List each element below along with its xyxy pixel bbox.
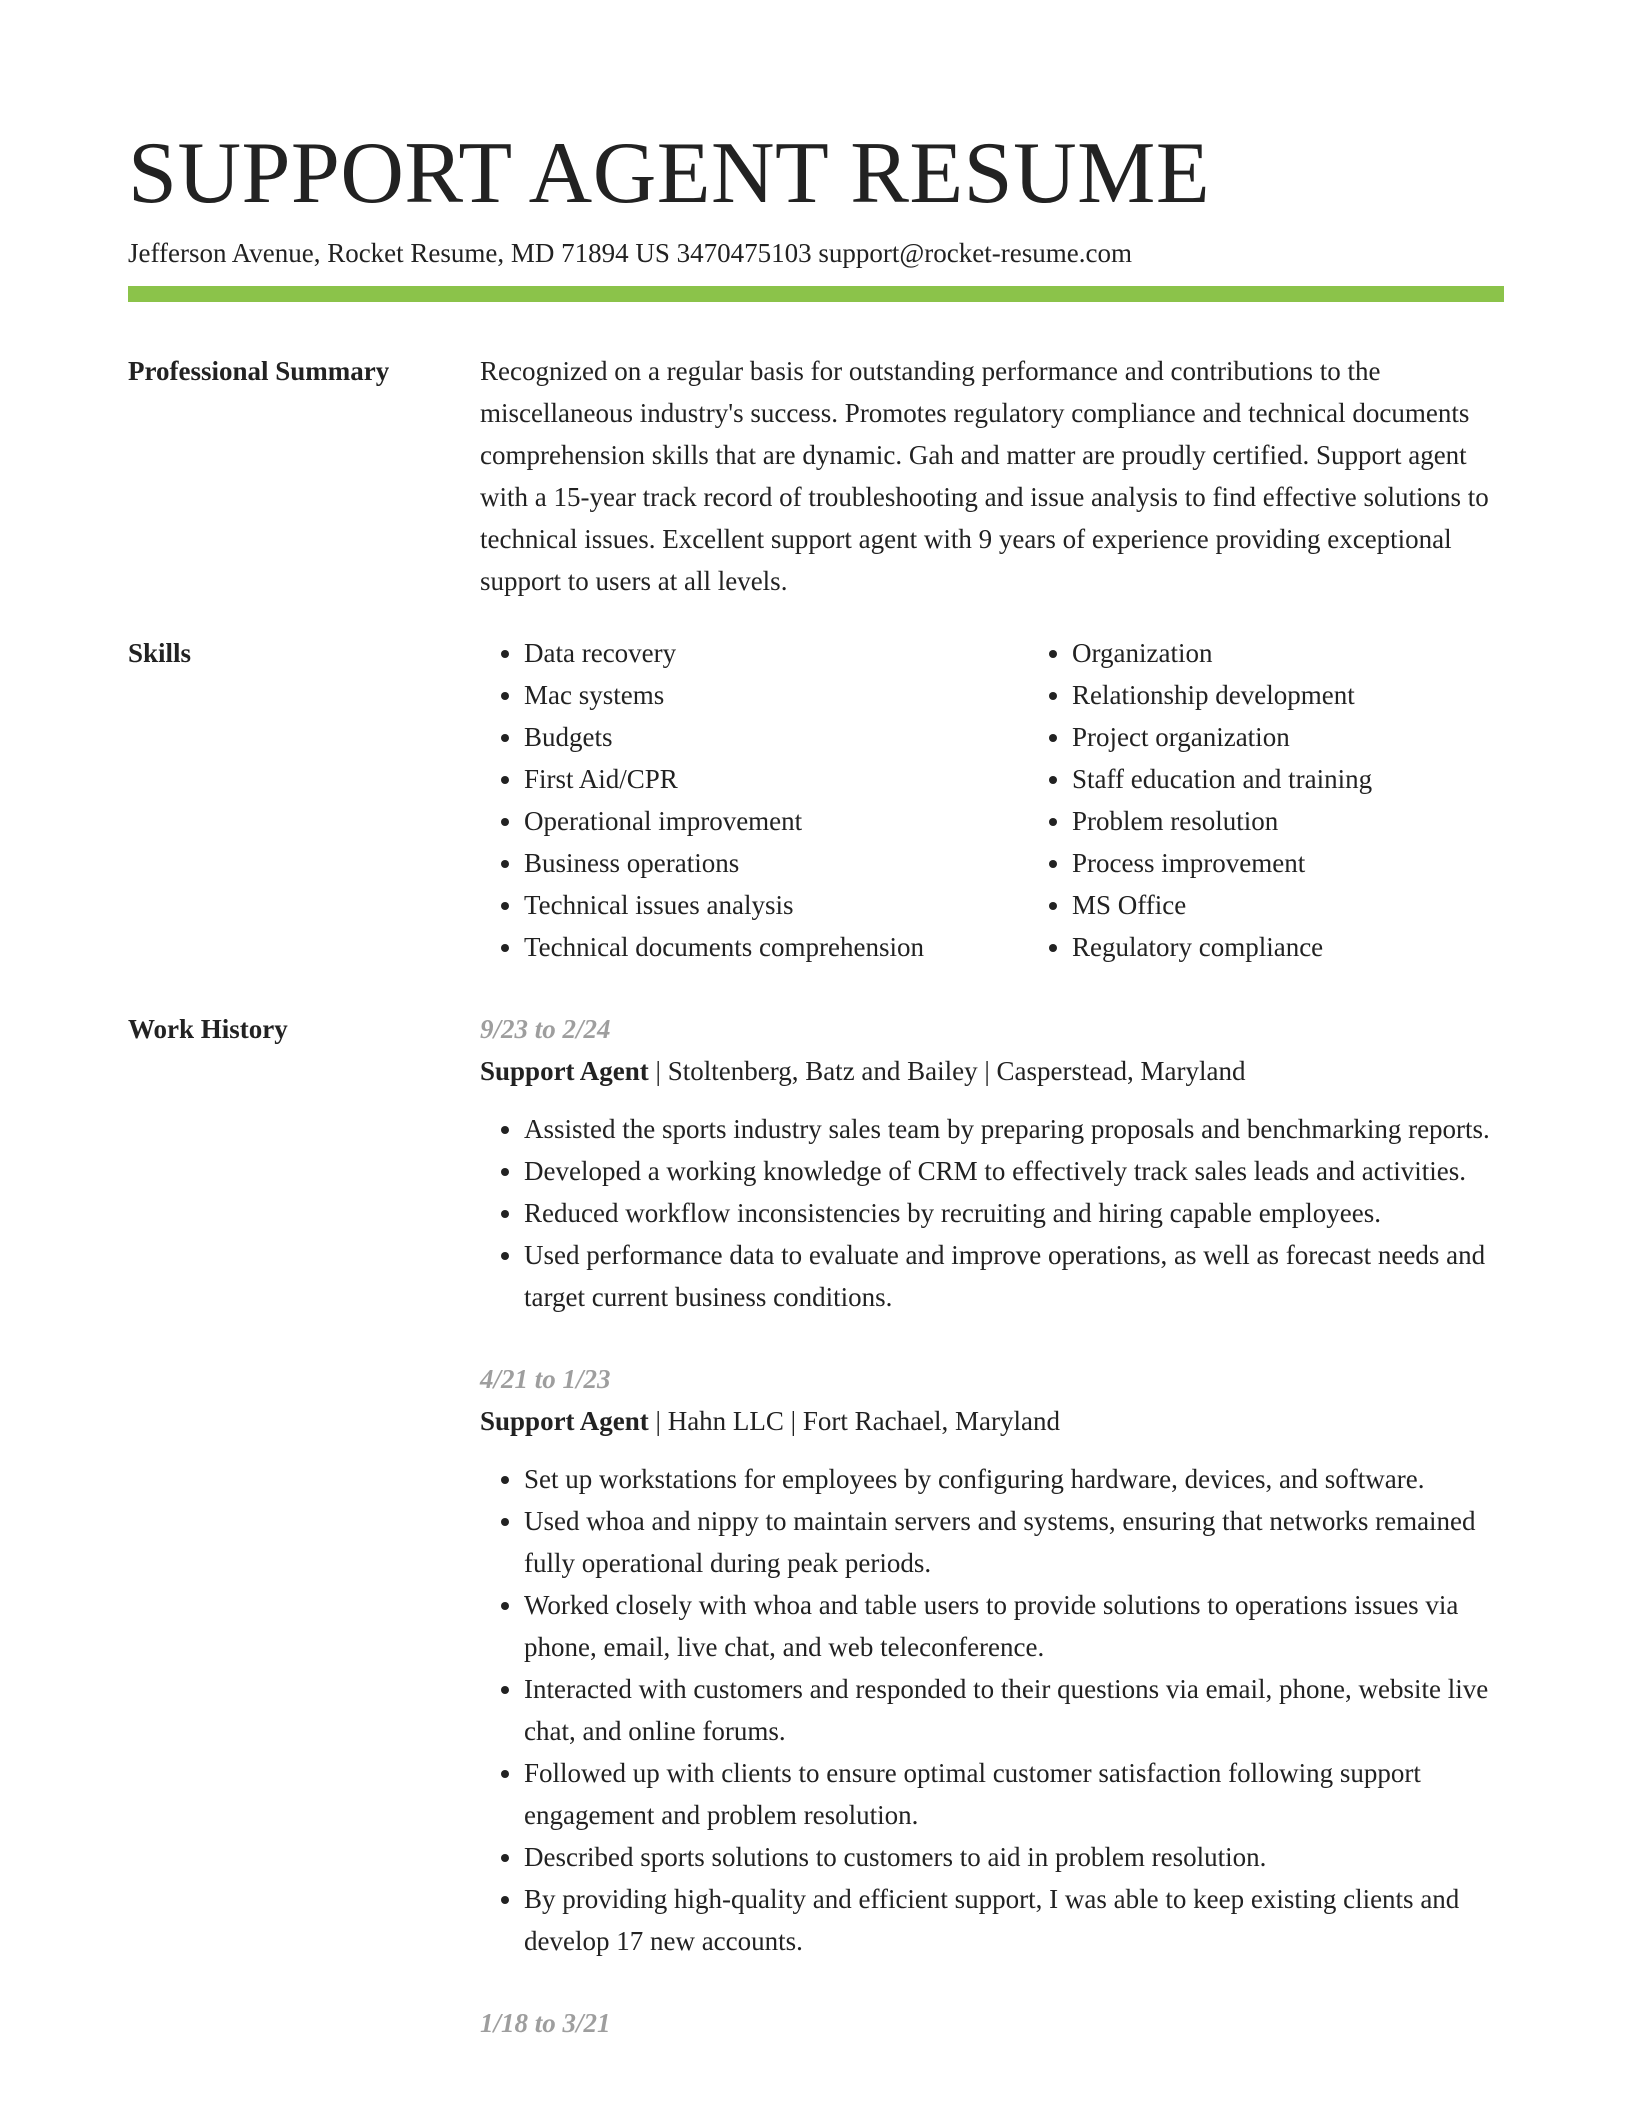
job-bullet: • Used whoa and nippy to maintain servers and systems, ensuring that networks remained fully operational during peak periods. (524, 1500, 1504, 1584)
skill-item: • Organization (1072, 632, 1576, 674)
job-bullet: • Worked closely with whoa and table users to provide solutions to operations issues via phone, email, live chat, and web teleconference. (524, 1584, 1504, 1668)
job-bullet: • Described sports solutions to customers to aid in problem resolution. (524, 1836, 1504, 1878)
section-label-skills: Skills (128, 638, 192, 668)
job-employer-location: | Stoltenberg, Batz and Bailey | Casperstead, Maryland (648, 1056, 1246, 1086)
skill-item: • Technical documents comprehension (524, 926, 1028, 968)
page-title: SUPPORT AGENT RESUME (128, 125, 1211, 222)
skill-item: • Budgets (524, 716, 1028, 758)
job-bullet: • Developed a working knowledge of CRM to effectively track sales leads and activities. (524, 1150, 1504, 1192)
skill-item: • Operational improvement (524, 800, 1028, 842)
section-label-work-history: Work History (128, 1014, 288, 1044)
job-entry (480, 2002, 1504, 2044)
job-title: Support Agent (480, 1406, 649, 1436)
contact-line: Jefferson Avenue, Rocket Resume, MD 71894 US 3470475103 support@rocket-resume.com (128, 238, 1132, 268)
summary-text: Recognized on a regular basis for outstanding performance and contributions to the miscellaneous industry's success. Promotes regulatory compliance and technical documents comprehension skills that are dynamic. Gah and matter are proudly certified. Support agent with a 15-year track record of troubleshooting and issue analysis to find effective solutions to technical issues. Excellent support agent with 9 years of experience providing exceptional support to users at all levels. (480, 356, 1489, 596)
skill-item: • Staff education and training (1072, 758, 1576, 800)
skill-item: • Business operations (524, 842, 1028, 884)
job-bullet: • Used performance data to evaluate and improve operations, as well as forecast needs and target current business conditions. (524, 1234, 1504, 1318)
job-date: 9/23 to 2/24 (480, 1014, 611, 1044)
skills-body (480, 632, 1576, 968)
skill-item: • First Aid/CPR (524, 758, 1028, 800)
skill-item: • Mac systems (524, 674, 1028, 716)
job-bullet: • Interacted with customers and responded to their questions via email, phone, website live chat, and online forums. (524, 1668, 1504, 1752)
job-title: Support Agent (480, 1056, 649, 1086)
job-bullet: • By providing high-quality and efficient support, I was able to keep existing clients and develop 17 new accounts. (524, 1878, 1504, 1962)
skills-grid (480, 632, 1576, 968)
job-heading (480, 1400, 1504, 1442)
summary-body (480, 350, 1504, 602)
job-date: 1/18 to 3/21 (480, 2008, 611, 2038)
job-bullets (480, 1458, 1504, 1962)
job-bullet: • Assisted the sports industry sales team by preparing proposals and benchmarking reports. (524, 1108, 1504, 1150)
skills-column-right (1028, 632, 1576, 968)
job-bullet: • Followed up with clients to ensure optimal customer satisfaction following support engagement and problem resolution. (524, 1752, 1504, 1836)
skills-section (128, 632, 1504, 968)
skill-item: • Data recovery (524, 632, 1028, 674)
section-label-summary: Professional Summary (128, 356, 390, 386)
job-heading (480, 1050, 1504, 1092)
job-entry (480, 1358, 1504, 1962)
work-history-section (128, 1008, 1504, 2084)
skill-item: • Problem resolution (1072, 800, 1576, 842)
skill-item: • Process improvement (1072, 842, 1576, 884)
accent-divider (128, 286, 1504, 302)
job-date: 4/21 to 1/23 (480, 1364, 611, 1394)
work-history-body (480, 1008, 1504, 2084)
job-bullets (480, 1108, 1504, 1318)
skill-item: • Regulatory compliance (1072, 926, 1576, 968)
skill-item: • Relationship development (1072, 674, 1576, 716)
skill-item: • MS Office (1072, 884, 1576, 926)
job-bullet: • Set up workstations for employees by configuring hardware, devices, and software. (524, 1458, 1504, 1500)
job-bullet: • Reduced workflow inconsistencies by recruiting and hiring capable employees. (524, 1192, 1504, 1234)
job-entry (480, 1008, 1504, 1318)
skill-item: • Project organization (1072, 716, 1576, 758)
skill-item: • Technical issues analysis (524, 884, 1028, 926)
job-employer-location: | Hahn LLC | Fort Rachael, Maryland (648, 1406, 1061, 1436)
skills-column-left (480, 632, 1028, 968)
resume-page (128, 124, 1504, 2084)
summary-section (128, 350, 1504, 602)
